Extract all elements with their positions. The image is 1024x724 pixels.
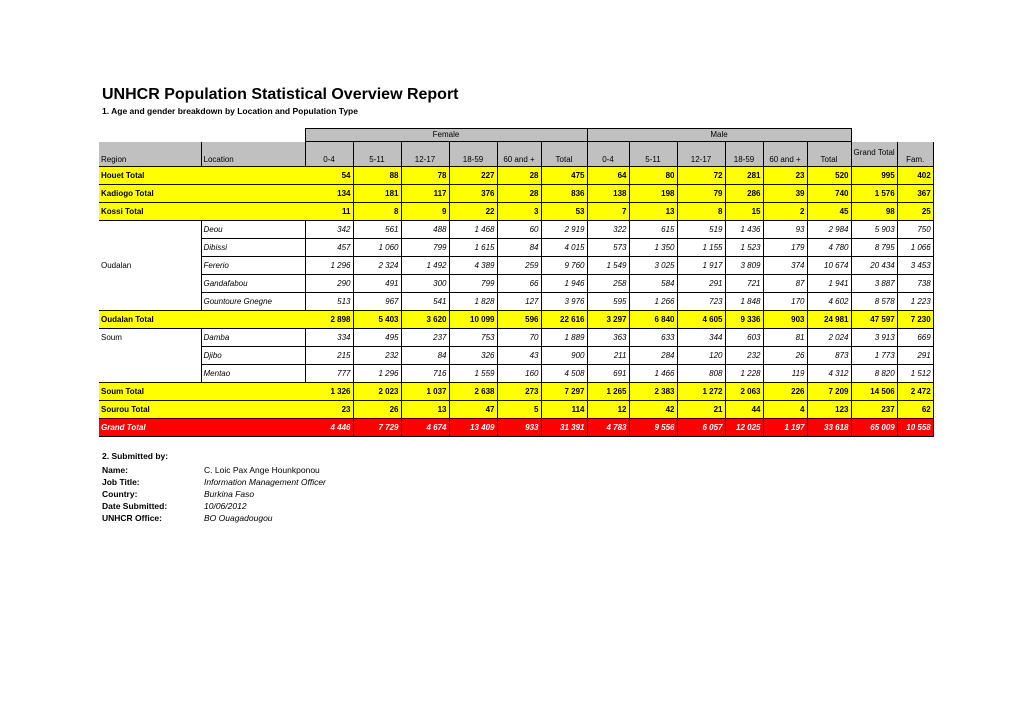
value-cell: 1 223: [897, 293, 933, 311]
location-cell: Damba: [201, 329, 305, 347]
value-cell: 8 795: [851, 239, 897, 257]
column-header: 18-59: [449, 142, 497, 167]
value-cell: 1 197: [763, 419, 807, 437]
column-header: 60 and +: [763, 142, 807, 167]
value-cell: 127: [497, 293, 541, 311]
value-cell: 54: [305, 167, 353, 185]
value-cell: 227: [449, 167, 497, 185]
value-cell: 836: [541, 185, 587, 203]
submitted-field: [102, 513, 273, 523]
region-total-row: [99, 185, 933, 203]
value-cell: 22 616: [541, 311, 587, 329]
value-cell: 3 809: [725, 257, 763, 275]
value-cell: 181: [353, 185, 401, 203]
value-cell: 237: [851, 401, 897, 419]
value-cell: 1 941: [807, 275, 851, 293]
grand-total-row: [99, 419, 933, 437]
location-row: [99, 365, 933, 383]
value-cell: 10 674: [807, 257, 851, 275]
value-cell: 44: [725, 401, 763, 419]
region-cell: [99, 275, 201, 293]
value-cell: 1 436: [725, 221, 763, 239]
field-value: 10/06/2012: [204, 501, 247, 511]
value-cell: 541: [401, 293, 449, 311]
value-cell: 933: [497, 419, 541, 437]
value-cell: 3 453: [897, 257, 933, 275]
value-cell: 198: [629, 185, 677, 203]
column-header: 5-11: [629, 142, 677, 167]
field-value: Burkina Faso: [204, 489, 255, 499]
field-label: Country:: [102, 489, 138, 499]
value-cell: 21: [677, 401, 725, 419]
value-cell: 211: [587, 347, 629, 365]
submitted-field: [102, 489, 254, 499]
location-cell: Dibissi: [201, 239, 305, 257]
value-cell: 1 350: [629, 239, 677, 257]
value-cell: 9 556: [629, 419, 677, 437]
row-label: Sourou Total: [99, 401, 305, 419]
value-cell: 1 037: [401, 383, 449, 401]
location-row: [99, 221, 933, 239]
value-cell: 491: [353, 275, 401, 293]
value-cell: 47 597: [851, 311, 897, 329]
row-label: Oudalan Total: [99, 311, 305, 329]
value-cell: 4 446: [305, 419, 353, 437]
value-cell: 281: [725, 167, 763, 185]
location-cell: Gandafabou: [201, 275, 305, 293]
value-cell: 28: [497, 167, 541, 185]
field-label: Name:: [102, 465, 128, 475]
value-cell: 138: [587, 185, 629, 203]
value-cell: 3 913: [851, 329, 897, 347]
value-cell: 3 620: [401, 311, 449, 329]
value-cell: 12: [587, 401, 629, 419]
value-cell: 1 773: [851, 347, 897, 365]
value-cell: 62: [897, 401, 933, 419]
value-cell: 750: [897, 221, 933, 239]
value-cell: 39: [763, 185, 807, 203]
value-cell: 457: [305, 239, 353, 257]
column-header: 60 and +: [497, 142, 541, 167]
region-cell: [99, 365, 201, 383]
value-cell: 1 828: [449, 293, 497, 311]
value-cell: 47: [449, 401, 497, 419]
value-cell: 723: [677, 293, 725, 311]
location-row: [99, 257, 933, 275]
region-cell: [99, 221, 201, 239]
value-cell: 1 155: [677, 239, 725, 257]
value-cell: 232: [353, 347, 401, 365]
column-header: Location: [201, 142, 305, 167]
value-cell: 1 889: [541, 329, 587, 347]
value-cell: 23: [763, 167, 807, 185]
value-cell: 669: [897, 329, 933, 347]
value-cell: 5: [497, 401, 541, 419]
value-cell: 4 602: [807, 293, 851, 311]
value-cell: 1 492: [401, 257, 449, 275]
value-cell: 291: [677, 275, 725, 293]
value-cell: 123: [807, 401, 851, 419]
value-cell: 31 391: [541, 419, 587, 437]
location-row: [99, 239, 933, 257]
value-cell: 26: [763, 347, 807, 365]
value-cell: 344: [677, 329, 725, 347]
value-cell: 603: [725, 329, 763, 347]
region-cell: [99, 239, 201, 257]
value-cell: 13 409: [449, 419, 497, 437]
submitted-heading: 2. Submitted by:: [102, 451, 169, 461]
value-cell: 286: [725, 185, 763, 203]
value-cell: 53: [541, 203, 587, 221]
value-cell: 691: [587, 365, 629, 383]
location-row: [99, 329, 933, 347]
value-cell: 93: [763, 221, 807, 239]
value-cell: 4 389: [449, 257, 497, 275]
value-cell: 738: [897, 275, 933, 293]
value-cell: 300: [401, 275, 449, 293]
value-cell: 60: [497, 221, 541, 239]
value-cell: 2 063: [725, 383, 763, 401]
value-cell: 2 023: [353, 383, 401, 401]
value-cell: 1 848: [725, 293, 763, 311]
region-total-row: [99, 311, 933, 329]
value-cell: 1 549: [587, 257, 629, 275]
value-cell: 4 674: [401, 419, 449, 437]
value-cell: 1 066: [897, 239, 933, 257]
value-cell: 2 324: [353, 257, 401, 275]
value-cell: 6 057: [677, 419, 725, 437]
column-header-row: [99, 142, 933, 167]
value-cell: 258: [587, 275, 629, 293]
value-cell: 4 508: [541, 365, 587, 383]
value-cell: 967: [353, 293, 401, 311]
column-header: 12-17: [677, 142, 725, 167]
value-cell: 7 209: [807, 383, 851, 401]
submitted-field: [102, 477, 326, 487]
value-cell: 7 230: [897, 311, 933, 329]
value-cell: 88: [353, 167, 401, 185]
value-cell: 232: [725, 347, 763, 365]
value-cell: 596: [497, 311, 541, 329]
value-cell: 273: [497, 383, 541, 401]
value-cell: 2 472: [897, 383, 933, 401]
value-cell: 799: [449, 275, 497, 293]
value-cell: 134: [305, 185, 353, 203]
value-cell: 10 099: [449, 311, 497, 329]
value-cell: 495: [353, 329, 401, 347]
row-label: Houet Total: [99, 167, 305, 185]
value-cell: 170: [763, 293, 807, 311]
value-cell: 7 729: [353, 419, 401, 437]
field-label: Job Title:: [102, 477, 140, 487]
value-cell: 33 618: [807, 419, 851, 437]
submitted-field: [102, 465, 320, 475]
value-cell: 6 840: [629, 311, 677, 329]
value-cell: 24 981: [807, 311, 851, 329]
value-cell: 5 903: [851, 221, 897, 239]
location-row: [99, 275, 933, 293]
region-total-row: [99, 203, 933, 221]
column-header: 0-4: [587, 142, 629, 167]
value-cell: 23: [305, 401, 353, 419]
column-header: Fam.: [897, 142, 933, 167]
region-cell: [99, 293, 201, 311]
value-cell: 215: [305, 347, 353, 365]
location-cell: Mentao: [201, 365, 305, 383]
value-cell: 26: [353, 401, 401, 419]
field-value: Information Management Officer: [204, 477, 326, 487]
value-cell: 15: [725, 203, 763, 221]
column-header: Grand Total: [851, 142, 897, 167]
value-cell: 81: [763, 329, 807, 347]
value-cell: 721: [725, 275, 763, 293]
value-cell: 363: [587, 329, 629, 347]
value-cell: 7: [587, 203, 629, 221]
value-cell: 584: [629, 275, 677, 293]
value-cell: 1 272: [677, 383, 725, 401]
value-cell: 8: [677, 203, 725, 221]
value-cell: 1 296: [353, 365, 401, 383]
row-label: Soum Total: [99, 383, 305, 401]
location-cell: Djibo: [201, 347, 305, 365]
value-cell: 2 383: [629, 383, 677, 401]
value-cell: 716: [401, 365, 449, 383]
value-cell: 903: [763, 311, 807, 329]
field-value: C. Loic Pax Ange Hounkponou: [204, 465, 320, 475]
value-cell: 226: [763, 383, 807, 401]
value-cell: 284: [629, 347, 677, 365]
region-cell: Oudalan: [99, 257, 201, 275]
value-cell: 20 434: [851, 257, 897, 275]
value-cell: 367: [897, 185, 933, 203]
value-cell: 8 820: [851, 365, 897, 383]
value-cell: 808: [677, 365, 725, 383]
value-cell: 513: [305, 293, 353, 311]
value-cell: 11: [305, 203, 353, 221]
value-cell: 376: [449, 185, 497, 203]
value-cell: 1 266: [629, 293, 677, 311]
value-cell: 561: [353, 221, 401, 239]
value-cell: 1 468: [449, 221, 497, 239]
value-cell: 25: [897, 203, 933, 221]
value-cell: 475: [541, 167, 587, 185]
location-cell: Deou: [201, 221, 305, 239]
value-cell: 70: [497, 329, 541, 347]
value-cell: 65 009: [851, 419, 897, 437]
value-cell: 290: [305, 275, 353, 293]
location-cell: Fererio: [201, 257, 305, 275]
value-cell: 1 228: [725, 365, 763, 383]
value-cell: 1 917: [677, 257, 725, 275]
value-cell: 520: [807, 167, 851, 185]
value-cell: 2 638: [449, 383, 497, 401]
value-cell: 84: [497, 239, 541, 257]
field-label: UNHCR Office:: [102, 513, 162, 523]
region-cell: Soum: [99, 329, 201, 347]
value-cell: 87: [763, 275, 807, 293]
value-cell: 1 326: [305, 383, 353, 401]
value-cell: 7 297: [541, 383, 587, 401]
value-cell: 342: [305, 221, 353, 239]
value-cell: 3 976: [541, 293, 587, 311]
region-total-row: [99, 167, 933, 185]
value-cell: 595: [587, 293, 629, 311]
value-cell: 9: [401, 203, 449, 221]
value-cell: 4 605: [677, 311, 725, 329]
value-cell: 72: [677, 167, 725, 185]
value-cell: 98: [851, 203, 897, 221]
value-cell: 2 024: [807, 329, 851, 347]
value-cell: 3 887: [851, 275, 897, 293]
value-cell: 1 946: [541, 275, 587, 293]
value-cell: 1 466: [629, 365, 677, 383]
report-subtitle: 1. Age and gender breakdown by Location and Population Type: [102, 106, 358, 116]
value-cell: 291: [897, 347, 933, 365]
column-header: 5-11: [353, 142, 401, 167]
value-cell: 237: [401, 329, 449, 347]
value-cell: 43: [497, 347, 541, 365]
value-cell: 13: [629, 203, 677, 221]
value-cell: 753: [449, 329, 497, 347]
region-total-row: [99, 383, 933, 401]
value-cell: 326: [449, 347, 497, 365]
value-cell: 573: [587, 239, 629, 257]
value-cell: 78: [401, 167, 449, 185]
value-cell: 615: [629, 221, 677, 239]
value-cell: 117: [401, 185, 449, 203]
row-label: Kossi Total: [99, 203, 305, 221]
value-cell: 402: [897, 167, 933, 185]
value-cell: 259: [497, 257, 541, 275]
value-cell: 9 760: [541, 257, 587, 275]
value-cell: 799: [401, 239, 449, 257]
column-header: Region: [99, 142, 201, 167]
value-cell: 8: [353, 203, 401, 221]
male-group-header: Male: [587, 129, 851, 142]
column-header: 12-17: [401, 142, 449, 167]
value-cell: 12 025: [725, 419, 763, 437]
value-cell: 4: [763, 401, 807, 419]
column-header: Total: [541, 142, 587, 167]
value-cell: 322: [587, 221, 629, 239]
value-cell: 1 576: [851, 185, 897, 203]
value-cell: 179: [763, 239, 807, 257]
female-group-header: Female: [305, 129, 587, 142]
submitted-field: [102, 501, 247, 511]
region-total-row: [99, 401, 933, 419]
region-cell: [99, 347, 201, 365]
value-cell: 1 512: [897, 365, 933, 383]
value-cell: 2 898: [305, 311, 353, 329]
value-cell: 488: [401, 221, 449, 239]
column-header: 0-4: [305, 142, 353, 167]
value-cell: 8 578: [851, 293, 897, 311]
value-cell: 633: [629, 329, 677, 347]
row-label: Grand Total: [99, 419, 305, 437]
value-cell: 66: [497, 275, 541, 293]
value-cell: 3: [497, 203, 541, 221]
value-cell: 28: [497, 185, 541, 203]
location-cell: Gountoure Gnegne: [201, 293, 305, 311]
field-value: BO Ouagadougou: [204, 513, 273, 523]
population-table: [99, 128, 934, 437]
value-cell: 114: [541, 401, 587, 419]
location-row: [99, 293, 933, 311]
value-cell: 900: [541, 347, 587, 365]
value-cell: 22: [449, 203, 497, 221]
value-cell: 2 919: [541, 221, 587, 239]
value-cell: 1 523: [725, 239, 763, 257]
value-cell: 374: [763, 257, 807, 275]
value-cell: 9 336: [725, 311, 763, 329]
value-cell: 64: [587, 167, 629, 185]
field-label: Date Submitted:: [102, 501, 168, 511]
value-cell: 995: [851, 167, 897, 185]
value-cell: 519: [677, 221, 725, 239]
value-cell: 740: [807, 185, 851, 203]
value-cell: 79: [677, 185, 725, 203]
value-cell: 334: [305, 329, 353, 347]
value-cell: 4 312: [807, 365, 851, 383]
value-cell: 777: [305, 365, 353, 383]
value-cell: 14 506: [851, 383, 897, 401]
value-cell: 120: [677, 347, 725, 365]
value-cell: 2 984: [807, 221, 851, 239]
value-cell: 4 783: [587, 419, 629, 437]
value-cell: 873: [807, 347, 851, 365]
value-cell: 3 025: [629, 257, 677, 275]
value-cell: 1 559: [449, 365, 497, 383]
value-cell: 4 015: [541, 239, 587, 257]
row-label: Kadiogo Total: [99, 185, 305, 203]
value-cell: 1 615: [449, 239, 497, 257]
value-cell: 2: [763, 203, 807, 221]
value-cell: 119: [763, 365, 807, 383]
value-cell: 160: [497, 365, 541, 383]
value-cell: 13: [401, 401, 449, 419]
report-title: UNHCR Population Statistical Overview Report: [102, 86, 459, 103]
value-cell: 80: [629, 167, 677, 185]
value-cell: 1 060: [353, 239, 401, 257]
value-cell: 3 297: [587, 311, 629, 329]
column-header: Total: [807, 142, 851, 167]
value-cell: 5 403: [353, 311, 401, 329]
value-cell: 84: [401, 347, 449, 365]
location-row: [99, 347, 933, 365]
column-header: 18-59: [725, 142, 763, 167]
value-cell: 42: [629, 401, 677, 419]
value-cell: 45: [807, 203, 851, 221]
value-cell: 4 780: [807, 239, 851, 257]
value-cell: 1 296: [305, 257, 353, 275]
value-cell: 10 558: [897, 419, 933, 437]
value-cell: 1 265: [587, 383, 629, 401]
